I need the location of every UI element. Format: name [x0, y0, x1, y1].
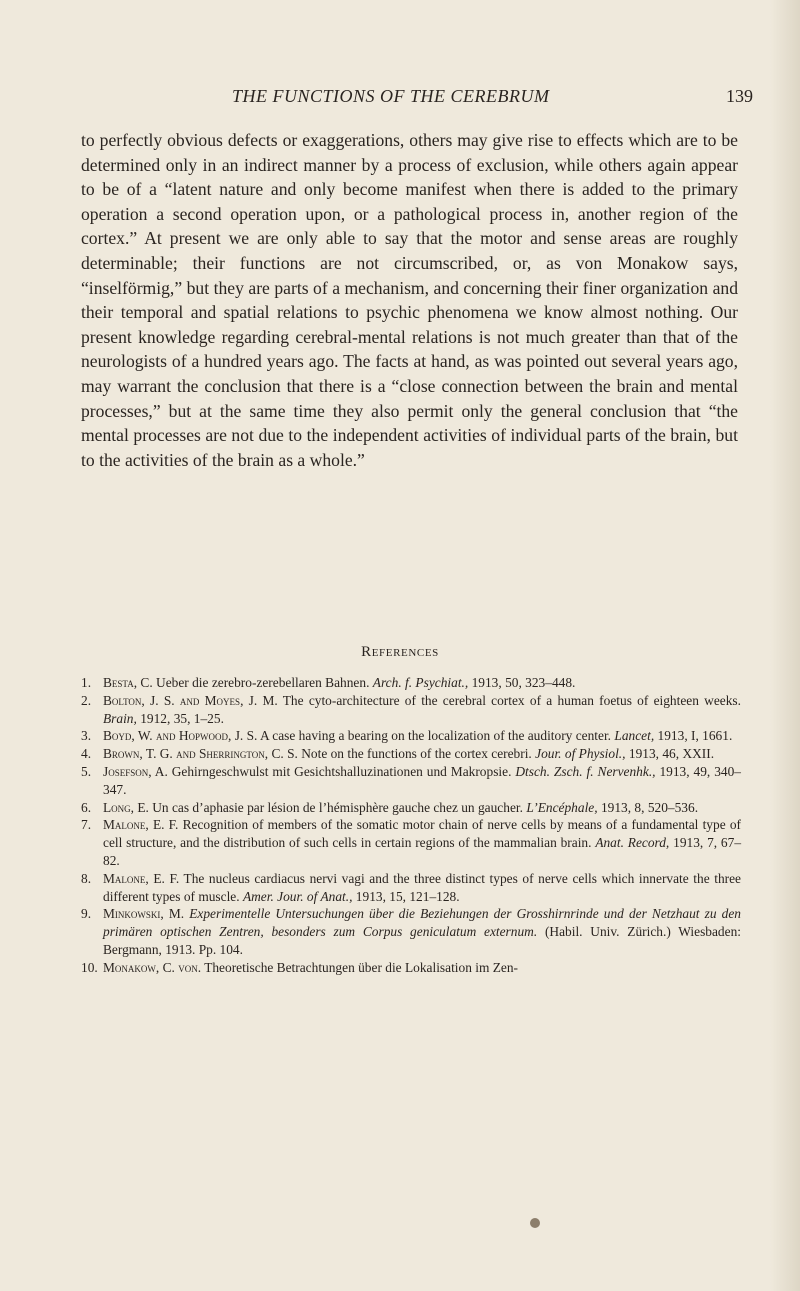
reference-details: 1913, I, 1661.: [657, 728, 733, 744]
reference-title: Un cas d’aphasie par lésion de l’hémisphère gauche chez un gaucher.: [152, 799, 523, 815]
reference-number: 2.: [81, 692, 92, 708]
reference-title: Theoretische Betrachtungen über die Lokalisation im Zen-: [204, 959, 519, 975]
reference-journal: L’Encéphale,: [526, 799, 598, 815]
reference-author: Minkowski, M.: [103, 906, 185, 922]
reference-details: 1913, 49, 340–347.: [103, 763, 741, 797]
reference-journal: Dtsch. Zsch. f. Nervenhk.,: [515, 763, 656, 779]
reference-author: Long, E.: [103, 799, 149, 815]
reference-number: 10.: [81, 959, 98, 975]
reference-item: [81, 727, 741, 745]
reference-number: 6.: [81, 799, 92, 815]
page-header: [0, 86, 800, 114]
reference-number: 5.: [81, 763, 92, 779]
reference-author: Besta, C.: [103, 675, 153, 690]
reference-journal: Amer. Jour. of Anat.,: [242, 888, 353, 904]
paragraph: to perfectly obvious defects or exaggerations, others may give rise to effects which are to be determined only in an indirect manner by a process of exclusion, while others again appear to be of a “latent nature and only become manifest when there is added to the primary operation a second operation upon, or a pathological process in, another region of the cortex.” At present we are only able to say that the motor and sense areas are roughly determinable; their functions are not circumscribed, or, as von Monakow says, “inselförmig,” but they are parts of a mechanism, and concerning their finer organization and their temporal and spatial relations to psychic phenomena we know almost nothing. Our present knowledge regarding cerebral-mental relations is not much greater than that of the neurologists of a hundred years ago. The facts at hand, as was pointed out several years ago, may warrant the conclusion that there is a “close connection between the brain and mental processes,” but at the same time they also permit only the general conclusion that “the mental processes are not due to the independent activities of individual parts of the brain, but to the activities of the brain as a whole.”: [81, 130, 738, 470]
reference-title: A case having a bearing on the localization of the auditory center.: [260, 728, 612, 744]
reference-item: [81, 905, 741, 958]
reference-title: Ueber die zerebro-zerebellaren Bahnen.: [156, 675, 370, 690]
reference-details: 1913, 8, 520–536.: [600, 799, 699, 815]
reference-journal: Arch. f. Psychiat.,: [372, 675, 469, 690]
reference-author: Monakow, C. von.: [103, 959, 202, 975]
ink-spot: [530, 1218, 540, 1228]
references-heading: References: [361, 644, 439, 660]
reference-item: [81, 674, 741, 692]
reference-number: 7.: [81, 817, 92, 833]
reference-item: [81, 745, 741, 763]
reference-details: 1912, 35, 1–25.: [140, 710, 224, 726]
reference-title: Recognition of members of the somatic motor chain of nerve cells by means of a fundamental type of cell structure, and the distribution of such cells in certain regions of the mammalian brain.: [103, 817, 741, 851]
reference-details: 1913, 46, XXII.: [628, 746, 715, 762]
running-title: THE FUNCTIONS OF THE CEREBRUM: [232, 86, 550, 106]
reference-title: The cyto-architecture of the cerebral cortex of a human foetus of eighteen weeks.: [282, 692, 741, 708]
reference-journal: Lancet,: [614, 728, 655, 744]
reference-details: 1913, 7, 67–82.: [103, 835, 742, 868]
reference-author: Josefson, A.: [103, 763, 168, 779]
reference-author: Malone, E. F.: [103, 870, 180, 886]
reference-author: Brown, T. G. and Sherrington, C. S.: [103, 746, 298, 762]
body-text: [81, 128, 738, 472]
reference-details: (Habil. Univ. Zürich.) Wiesbaden: Bergmann, 1913. Pp. 104.: [103, 924, 741, 957]
reference-title: Gehirngeschwulst mit Gesichtshalluzinationen und Makropsie.: [171, 763, 512, 779]
reference-item: [81, 816, 741, 869]
references-list: [81, 674, 741, 977]
reference-item: [81, 870, 741, 906]
reference-number: 4.: [81, 746, 92, 762]
reference-journal: Jour. of Physiol.,: [535, 746, 626, 762]
reference-item: [81, 692, 741, 728]
reference-item: [81, 799, 741, 817]
reference-author: Bolton, J. S. and Moyes, J. M.: [103, 692, 278, 708]
reference-number: 1.: [81, 675, 92, 690]
reference-title: The nucleus cardiacus nervi vagi and the three distinct types of nerve cells which innervate the three different types of muscle.: [103, 870, 741, 904]
reference-number: 9.: [81, 906, 92, 922]
reference-details: 1913, 50, 323–448.: [471, 675, 576, 690]
reference-item: [81, 959, 741, 977]
reference-journal: Experimentelle Untersuchungen über die Beziehungen der Grosshirnrinde und der Netzhaut zu den primären optischen Zentren, besonders zum Corpus geniculatum externum.: [103, 906, 741, 940]
reference-journal: Brain,: [103, 710, 137, 726]
reference-details: 1913, 15, 121–128.: [355, 888, 460, 904]
page-number: 139: [726, 86, 753, 106]
reference-item: [81, 763, 741, 799]
reference-number: 3.: [81, 728, 92, 744]
reference-author: Boyd, W. and Hopwood, J. S.: [103, 728, 258, 744]
reference-journal: Anat. Record,: [595, 835, 670, 851]
reference-author: Malone, E. F.: [103, 817, 179, 833]
reference-number: 8.: [81, 870, 92, 886]
reference-title: Note on the functions of the cortex cerebri.: [301, 746, 532, 762]
